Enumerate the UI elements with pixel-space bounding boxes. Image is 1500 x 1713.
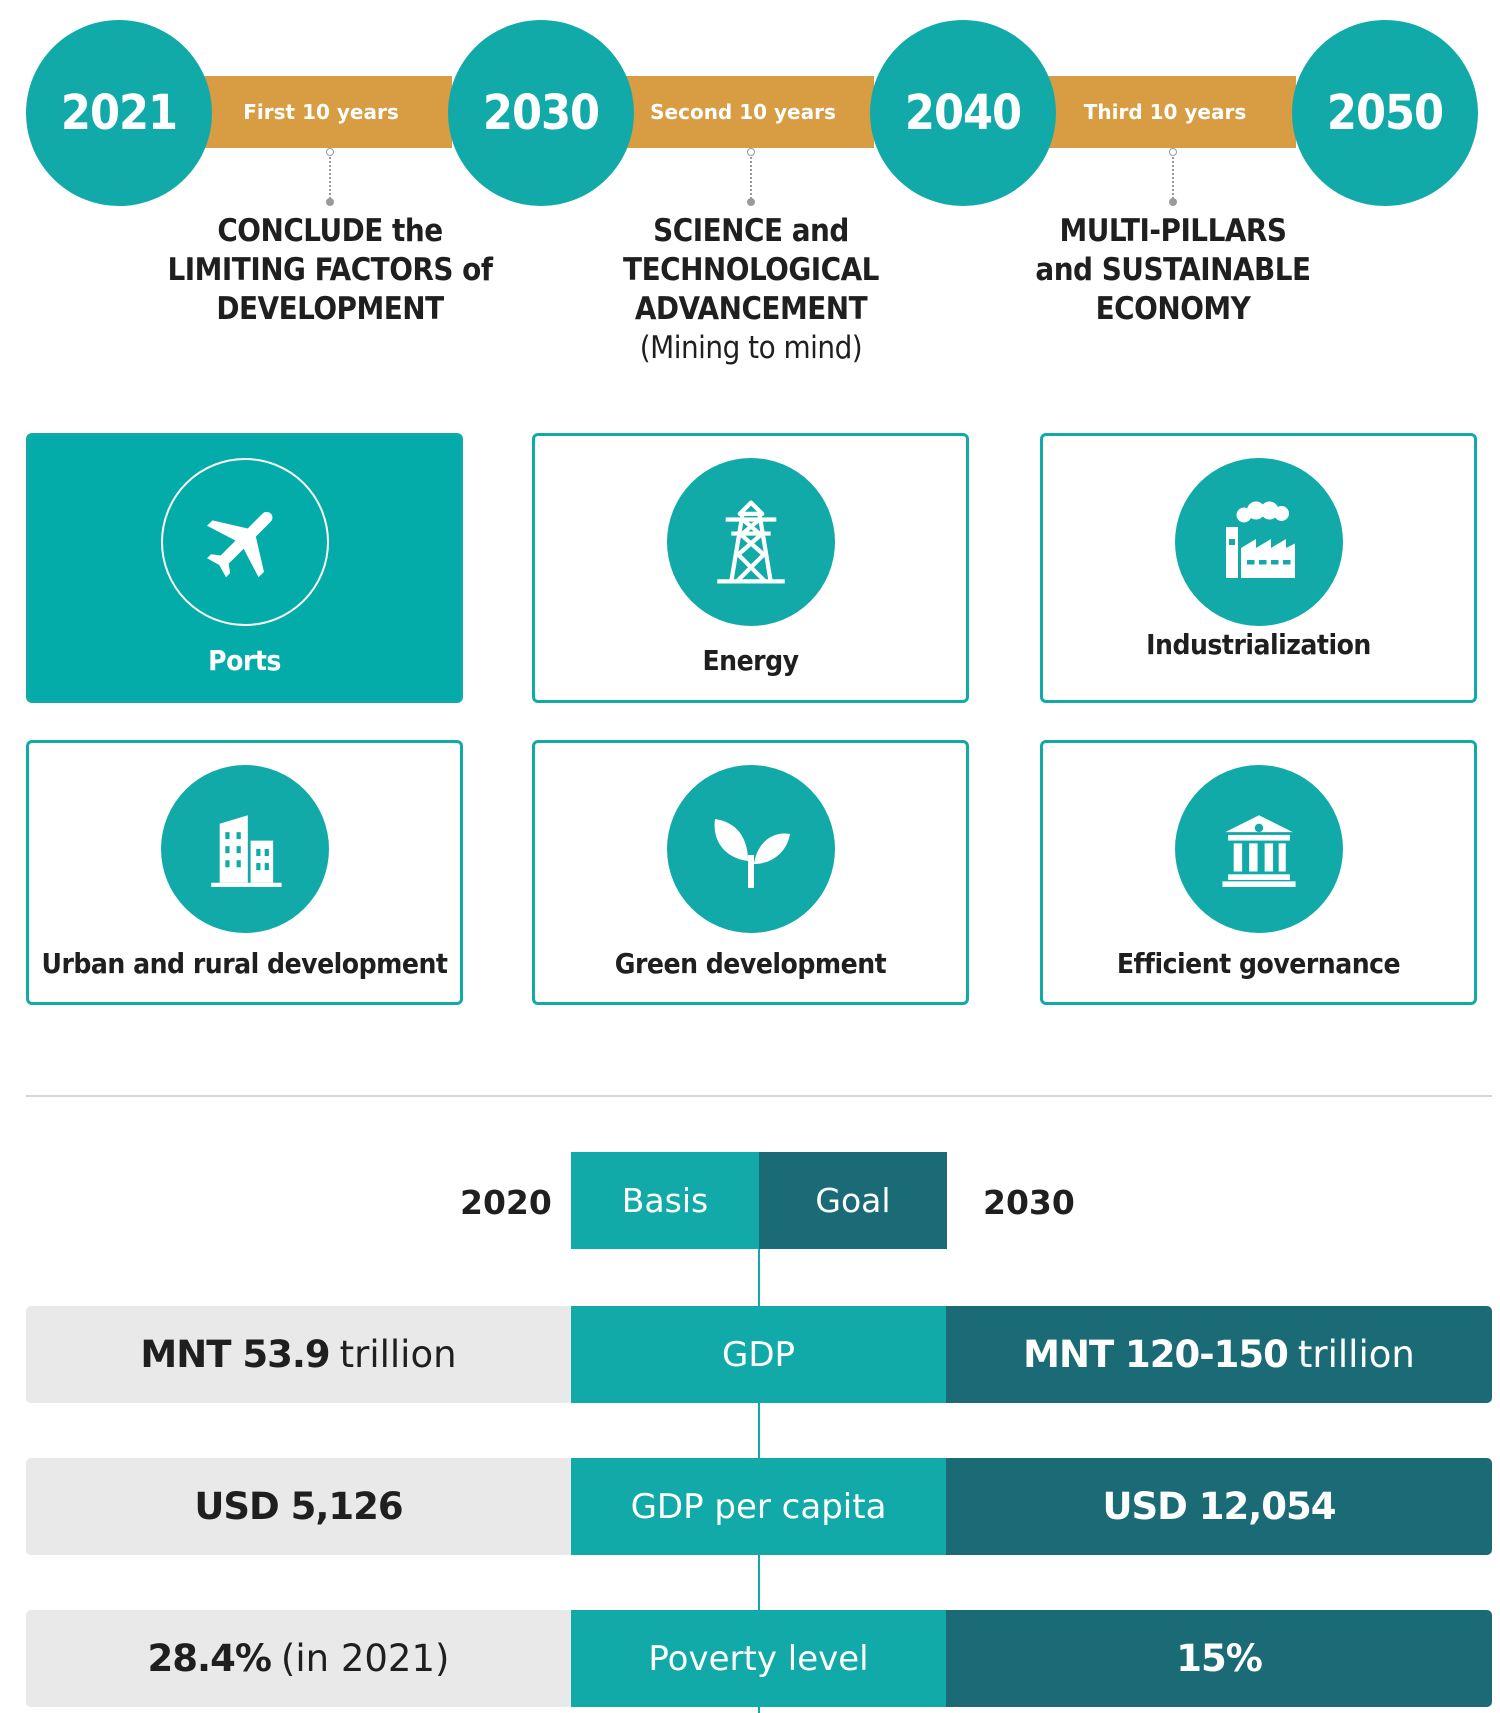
base-value: 28.4% (in 2021) xyxy=(26,1610,571,1707)
sector-card-urban-rural[interactable] xyxy=(26,740,463,1005)
period-label: First 10 years xyxy=(243,100,399,124)
power-tower-icon xyxy=(667,458,835,626)
government-building-icon xyxy=(1175,765,1343,933)
phase-line: CONCLUDE the xyxy=(217,213,443,249)
connector-third xyxy=(1172,150,1174,202)
section-divider xyxy=(26,1095,1492,1097)
goal-value: 15% xyxy=(946,1610,1492,1707)
goal-year: 2030 xyxy=(983,1183,1075,1222)
phase-first xyxy=(160,212,500,329)
sector-card-ports[interactable] xyxy=(26,433,463,703)
factory-icon xyxy=(1175,458,1343,626)
sprout-icon xyxy=(667,765,835,933)
sector-card-energy[interactable] xyxy=(532,433,969,703)
year-circle-2030: 2030 xyxy=(448,20,634,206)
sector-card-green[interactable] xyxy=(532,740,969,1005)
sector-label: Industrialization xyxy=(1146,628,1371,661)
connector-first xyxy=(329,150,331,202)
airplane-icon xyxy=(161,458,329,626)
phase-second xyxy=(581,212,921,368)
phase-line: TECHNOLOGICAL xyxy=(623,252,879,288)
phase-third xyxy=(1003,212,1343,329)
year-circle-2050: 2050 xyxy=(1292,20,1478,206)
development-timeline xyxy=(0,0,1500,380)
sector-card-governance[interactable] xyxy=(1040,740,1477,1005)
basis-header: Basis xyxy=(571,1152,759,1249)
buildings-icon xyxy=(161,765,329,933)
phase-subtitle: (Mining to mind) xyxy=(639,330,863,366)
sector-label: Green development xyxy=(614,947,887,980)
connector-second xyxy=(750,150,752,202)
phase-line: DEVELOPMENT xyxy=(216,291,444,327)
period-label: Third 10 years xyxy=(1083,100,1247,124)
sector-label: Ports xyxy=(208,644,281,677)
base-value: MNT 53.9 trillion xyxy=(26,1306,571,1403)
year-circle-2040: 2040 xyxy=(870,20,1056,206)
phase-line: SCIENCE and xyxy=(653,213,849,249)
phase-line: ADVANCEMENT xyxy=(634,291,868,327)
period-bar-third xyxy=(1034,76,1296,148)
period-bar-second xyxy=(612,76,874,148)
table-row-gdp xyxy=(26,1306,1492,1403)
indicator-label: Poverty level xyxy=(571,1610,946,1707)
sector-label: Energy xyxy=(702,644,799,677)
goal-value: USD 12,054 xyxy=(946,1458,1492,1555)
base-value: USD 5,126 xyxy=(26,1458,571,1555)
period-label: Second 10 years xyxy=(650,100,836,124)
phase-line: LIMITING FACTORS of xyxy=(167,252,493,288)
phase-line: MULTI-PILLARS xyxy=(1059,213,1287,249)
indicator-label: GDP xyxy=(571,1306,946,1403)
goal-header: Goal xyxy=(759,1152,947,1249)
indicator-label: GDP per capita xyxy=(571,1458,946,1555)
year-circle-2021: 2021 xyxy=(26,20,212,206)
table-row-poverty xyxy=(26,1610,1492,1707)
sector-label: Efficient governance xyxy=(1116,947,1401,980)
period-bar-first xyxy=(190,76,452,148)
base-year: 2020 xyxy=(460,1183,552,1222)
sector-card-industrialization[interactable] xyxy=(1040,433,1477,703)
phase-line: and SUSTAINABLE xyxy=(1035,252,1311,288)
phase-line: ECONOMY xyxy=(1095,291,1251,327)
goal-value: MNT 120-150 trillion xyxy=(946,1306,1492,1403)
sector-label: Urban and rural development xyxy=(41,947,448,980)
table-row-gdp-per-capita xyxy=(26,1458,1492,1555)
